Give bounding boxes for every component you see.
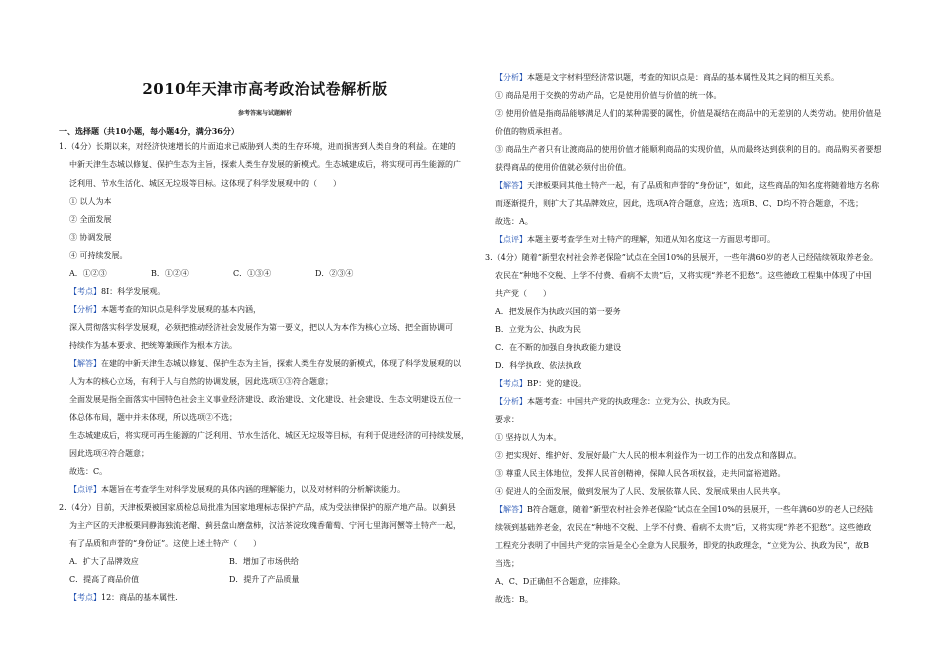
q3-point: ③ 尊重人民主体地位，发挥人民首创精神，保障人民各项权益，走共同富裕道路。 <box>495 469 786 478</box>
q3-jieda-line: 故选：B。 <box>495 595 533 604</box>
fenxi-tag: 【分析】 <box>495 397 527 406</box>
q1-fenxi-line: 深入贯彻落实科学发展观，必须把推动经济社会发展作为第一要义，把以人为本作为核心立场、把全面协调可 <box>69 323 453 332</box>
option-c: C．提高了商品价值 <box>69 575 140 584</box>
option-c: C．①③④ <box>233 269 272 278</box>
q3-jieda-line: 续领到基础养老金，农民在“种地不交税、上学不付费、看病不太贵”后，又将实现“养老不犯愁”。这些德政 <box>495 523 872 532</box>
q1-jieda-line: 生态城建成后，将实现可再生能源的广泛利用、节水生活化、城区无垃圾等目标，有利于促进经济的可持续发展， <box>69 431 469 440</box>
q3-option: A．把发展作为执政兴国的第一要务 <box>495 307 621 316</box>
kaodian-tag: 【考点】 <box>69 593 101 602</box>
q3-point: ① 坚持以人为本。 <box>495 433 562 442</box>
q1-fenxi: 【分析】本题考查的知识点是科学发展观的基本内涵， <box>69 305 261 314</box>
q2-stem-line: 2.（4分）目前，天津板栗被国家质检总局批准为国家地理标志保护产品，成为受法律保护的原产地产品。以蓟县 <box>59 503 456 512</box>
q2-options-row <box>69 556 389 567</box>
jieda-tag: 【解答】 <box>69 359 101 368</box>
option-a: A．①②③ <box>69 269 107 278</box>
q1-jieda-line: 体总体布局，题中并未体现，所以选项②不选； <box>69 413 237 422</box>
q3-point: ② 把实现好、维护好、发展好最广大人民的根本利益作为一切工作的出发点和落脚点。 <box>495 451 802 460</box>
jieda-tag: 【解答】 <box>495 181 527 190</box>
q2-jieda: 【解答】天津板栗同其他土特产一起，有了品质和声誉的“身份证”，如此，这些商品的知名度将随着地方名称 <box>495 181 880 190</box>
kaodian-tag: 【考点】 <box>69 287 101 296</box>
q2-options-row <box>69 574 389 585</box>
section-heading: 一、选择题（共10小题，每小题4分，满分36分） <box>59 126 239 136</box>
jieda-tag: 【解答】 <box>495 505 527 514</box>
q3-stem-line: 农民在“种地不交税、上学不付费、看病不太贵”后，又将实现“养老不犯愁”。这些德政工程集中体现了中国 <box>495 271 872 280</box>
q3-option: D．科学执政、依法执政 <box>495 361 582 370</box>
q3-kaodian: 【考点】BP：党的建设。 <box>495 379 587 388</box>
q2-kaodian: 【考点】12：商品的基本属性. <box>69 593 178 602</box>
q1-stem-line: 中新天津生态城以修复、保护生态为主旨，探索人类生存发展的新模式。生态城建成后，将实现可再生能源的广 <box>69 160 461 169</box>
q2-point: 获得商品的使用价值就必须付出价值。 <box>495 163 631 172</box>
q1-fenxi-line: 持续作为基本要求、把统筹兼顾作为根本方法。 <box>69 341 237 350</box>
q3-jieda-line: 当选； <box>495 559 519 568</box>
q2-jieda-line: 故选：A。 <box>495 217 533 226</box>
page-subtitle: 参考答案与试题解析 <box>237 110 292 117</box>
q2-point: ③ 商品生产者只有让渡商品的使用价值才能顺利商品的实现价值，从而最终达到获利的目的。商品购买者要想 <box>495 145 882 154</box>
page-title: 2010年天津市高考政治试卷解析版 <box>142 80 388 98</box>
q3-yaoqiu: 要求： <box>495 415 519 424</box>
q1-jieda-line: 故选：C。 <box>69 467 108 476</box>
q1-jieda: 【解答】在建的中新天津生态城以修复、保护生态为主旨，探索人类生存发展的新模式，体现了科学发展观的以 <box>69 359 461 368</box>
option-d: D．提升了产品质量 <box>229 575 300 584</box>
q3-jieda-line: A、C、D正确但不合题意，应排除。 <box>495 577 626 586</box>
q3-stem-line: 共产党（ ） <box>495 289 551 298</box>
q3-point: ④ 促进人的全面发展，做到发展为了人民、发展依靠人民、发展成果由人民共享。 <box>495 487 786 496</box>
fenxi-tag: 【分析】 <box>69 305 101 314</box>
q3-jieda: 【解答】B符合题意，随着“新型农村社会养老保险”试点在全国10%的县展开，一些年满60岁的老人已经陆 <box>495 505 874 514</box>
q1-stem-line: 泛利用、节水生活化、城区无垃圾等目标。这体现了科学发展观中的（ ） <box>69 179 341 188</box>
option-b: B．增加了市场供给 <box>229 557 299 566</box>
q2-point: ① 商品是用于交换的劳动产品，它是使用价值与价值的统一体。 <box>495 91 722 100</box>
q3-option: C．在不断的加强自身执政能力建设 <box>495 343 622 352</box>
q1-item: ④ 可持续发展。 <box>69 251 128 260</box>
q1-item: ③ 协调发展 <box>69 233 112 242</box>
q1-kaodian: 【考点】8I：科学发展观。 <box>69 287 166 296</box>
dianping-tag: 【点评】 <box>69 485 101 494</box>
q2-stem-line: 有了品质和声誉的“身份证”。这使上述土特产（ ） <box>69 539 262 548</box>
fenxi-tag: 【分析】 <box>495 73 527 82</box>
q2-stem-line: 为主产区的天津板栗同静海独流老醋、蓟县盘山磨盘柿，汉沽茶淀玫瑰香葡萄、宁河七里海河蟹等土特产一起， <box>69 521 461 530</box>
option-d: D．②③④ <box>315 269 354 278</box>
q1-jieda-line: 因此选项④符合题意； <box>69 449 149 458</box>
q2-dianping: 【点评】本题主要考查学生对土特产的理解，知道从知名度这一方面思考即可。 <box>495 235 775 244</box>
dianping-tag: 【点评】 <box>495 235 527 244</box>
q3-fenxi: 【分析】本题考查：中国共产党的执政理念：立党为公、执政为民。 <box>495 397 735 406</box>
q1-options <box>69 268 397 279</box>
q2-point: 价值的物质承担者。 <box>495 127 567 136</box>
q1-dianping: 【点评】本题旨在考查学生对科学发展观的具体内涵的理解能力，以及对材料的分析解读能力。 <box>69 485 405 494</box>
q1-jieda-line: 人为本的核心立场，有利于人与自然的协调发展，因此选项①③符合题意； <box>69 377 333 386</box>
kaodian-tag: 【考点】 <box>495 379 527 388</box>
q1-item: ① 以人为本 <box>69 197 112 206</box>
q1-jieda-line: 全面发展是指全面落实中国特色社会主义事业经济建设、政治建设、文化建设、社会建设、生态文明建设五位一 <box>69 395 461 404</box>
q1-item: ② 全面发展 <box>69 215 112 224</box>
option-b: B．①②④ <box>151 269 189 278</box>
q3-jieda-line: 工程充分表明了中国共产党的宗旨是全心全意为人民服务，即党的执政理念，“立党为公、执政为民”，故B <box>495 541 870 550</box>
q3-stem-line: 3.（4分）随着“新型农村社会养老保险”试点在全国10%的县展开，一些年满60岁的老人已经陆续领取养老金。 <box>485 253 878 262</box>
q1-stem-line: 1.（4分）长期以来，对经济快速增长的片面追求已威胁到人类的生存环境，进而损害到人类自身的利益。在建的 <box>59 142 456 151</box>
q3-option: B．立党为公、执政为民 <box>495 325 581 334</box>
q2-jieda-line: 而逐渐提升，则扩大了其品牌效应，因此，选项A符合题意，应选；选项B、C、D均不符合题意，不选； <box>495 199 864 208</box>
q2-fenxi: 【分析】本题是文字材料型经济常识题，考查的知识点是：商品的基本属性及其之间的相互关系。 <box>495 73 839 82</box>
option-a: A．扩大了品牌效应 <box>69 557 139 566</box>
q2-point: ② 使用价值是指商品能够满足人们的某种需要的属性，价值是凝结在商品中的无差别的人类劳动。使用价值是 <box>495 109 882 118</box>
